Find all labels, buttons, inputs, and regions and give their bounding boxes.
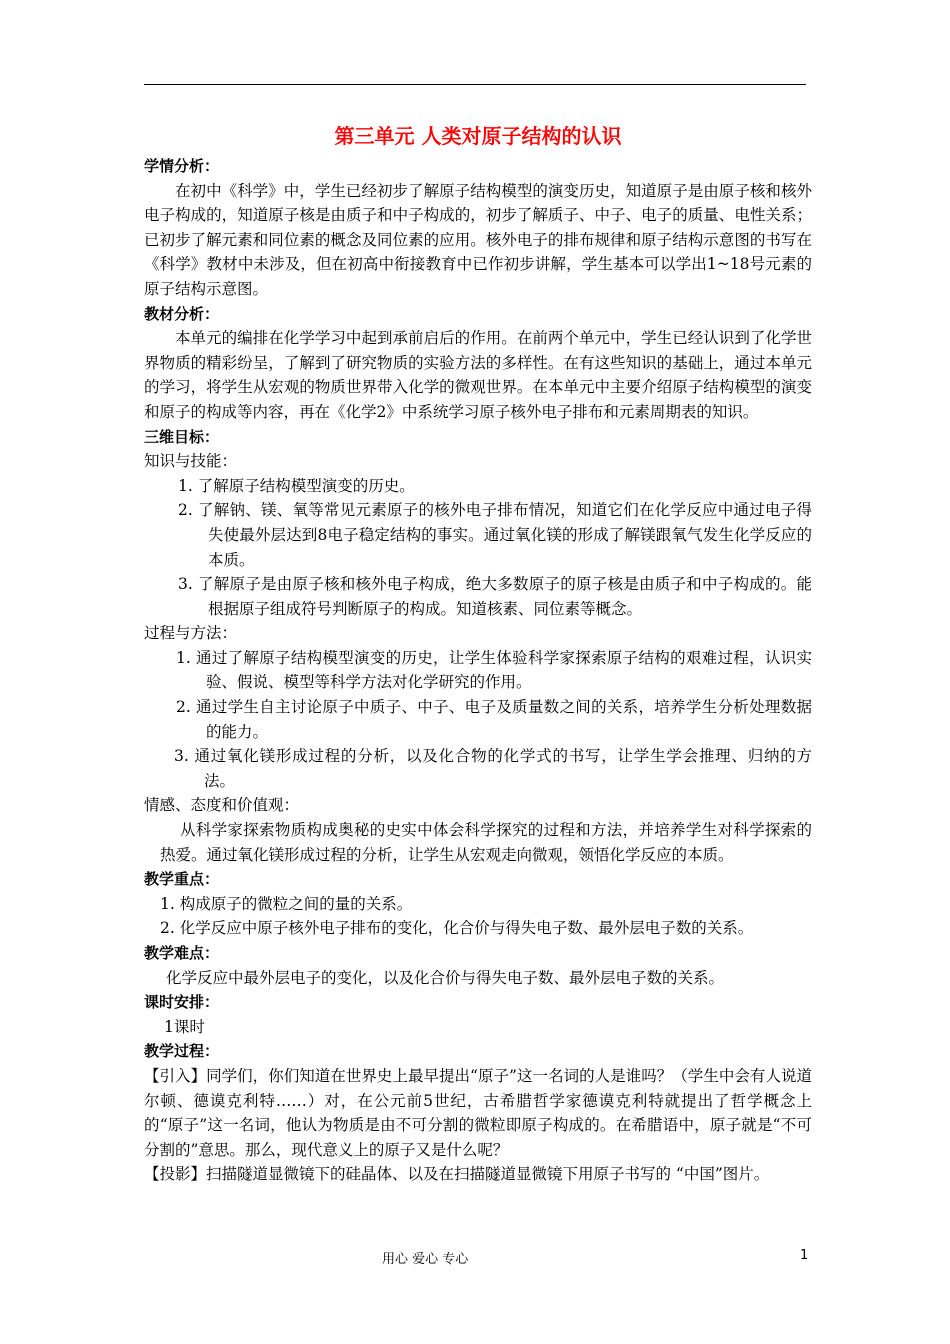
emotion-paragraph: 从科学家探索物质构成奥秘的史实中体会科学探究的过程和方法，并培养学生对科学探索的热爱。通过氧化镁形成过程的分析，让学生从宏观走向微观，领悟化学反应的本质。 [160,821,812,864]
paragraph-student-analysis: 在初中《科学》中，学生已经初步了解原子结构模型的演变历史，知道原子是由原子核和核外电子构成的，知道原子核是由质子和中子构成的，初步了解质子、中子、电子的质量、电性关系；已初步了解元素和同位素的概念及同位素的应用。核外电子的排布规律和原子结构示意图的书写在《科学》教材中未涉及，但在初高中衔接教育中已作初步讲解，学生基本可以学出1~18号元素的原子结构示意图。 [144,181,812,298]
process-item-2: 2. 通过学生自主讨论原子中质子、中子、电子及质量数之间的关系，培养学生分析处理数据的能力。 [176,698,812,741]
key-point-2: 2. 化学反应中原子核外电子排布的变化，化合价与得失电子数、最外层电子数的关系。 [160,919,754,938]
section-heading-process: 教学过程： [144,1042,220,1061]
section-heading-objectives: 三维目标： [144,427,220,446]
subheading-emotion: 情感、态度和价值观： [144,796,300,815]
section-heading-material-analysis: 教材分析： [144,304,220,323]
knowledge-item-2: 2. 了解钠、镁、氧等常见元素原子的核外电子排布情况，知道它们在化学反应中通过电子得失使最外层达到8电子稳定结构的事实。通过氧化镁的形成了解镁跟氧气发生化学反应的本质。 [178,501,812,569]
subheading-process: 过程与方法： [144,624,238,643]
section-heading-key-points: 教学重点： [144,870,220,889]
knowledge-item-1: 1. 了解原子结构模型演变的历史。 [178,476,415,495]
page-title: 第三单元 人类对原子结构的认识 [334,124,622,148]
section-heading-student-analysis: 学情分析： [144,157,220,175]
intro-paragraph: 【引入】同学们，你们知道在世界史上最早提出“原子”这一名词的人是谁吗？（学生中会有人说道尔顿、德谟克利特……）对，在公元前5世纪，古希腊哲学家德谟克利特就提出了哲学概念上的“原子”这一名词，他认为物质是由不可分割的微粒即原子构成的。在希腊语中，原子就是“不可分割的”意思。那么，现代意义上的原子又是什么呢？ [144,1066,812,1159]
knowledge-item-3: 3. 了解原子是由原子核和核外电子构成，绝大多数原子的原子核是由质子和中子构成的。能根据原子组成符号判断原子的构成。知道核素、同位素等概念。 [178,575,812,618]
document-body [144,120,812,1187]
projection-paragraph: 【投影】扫描隧道显微镜下的硅晶体、以及在扫描隧道显微镜下用原子书写的 “中国”图片。 [144,1165,770,1184]
process-item-3: 3. 通过氧化镁形成过程的分析，以及化合物的化学式的书写，让学生学会推理、归纳的方法。 [174,747,812,790]
footer-motto: 用心 爱心 专心 [382,1252,469,1267]
difficulty-paragraph: 化学反应中最外层电子的变化，以及化合价与得失电子数、最外层电子数的关系。 [166,968,725,987]
section-heading-difficulties: 教学难点： [144,944,220,962]
section-heading-schedule: 课时安排： [144,993,220,1012]
header-rule [144,84,806,85]
key-point-1: 1. 构成原子的微粒之间的量的关系。 [160,894,413,913]
subheading-knowledge: 知识与技能： [144,452,238,471]
process-item-1: 1. 通过了解原子结构模型演变的历史，让学生体验科学家探索原子结构的艰难过程，认识实验、假说、模型等科学方法对化学研究的作用。 [176,648,812,692]
page-number: 1 [800,1248,809,1263]
schedule-value: 1课时 [164,1017,205,1036]
paragraph-material-analysis: 本单元的编排在化学学习中起到承前启后的作用。在前两个单元中，学生已经认识到了化学世界物质的精彩纷呈，了解到了研究物质的实验方法的多样性。在有这些知识的基础上，通过本单元的学习，将学生从宏观的物质世界带入化学的微观世界。在本单元中主要介绍原子结构模型的演变和原子的构成等内容，再在《化学2》中系统学习原子核外电子排布和元素周期表的知识。 [144,329,812,421]
